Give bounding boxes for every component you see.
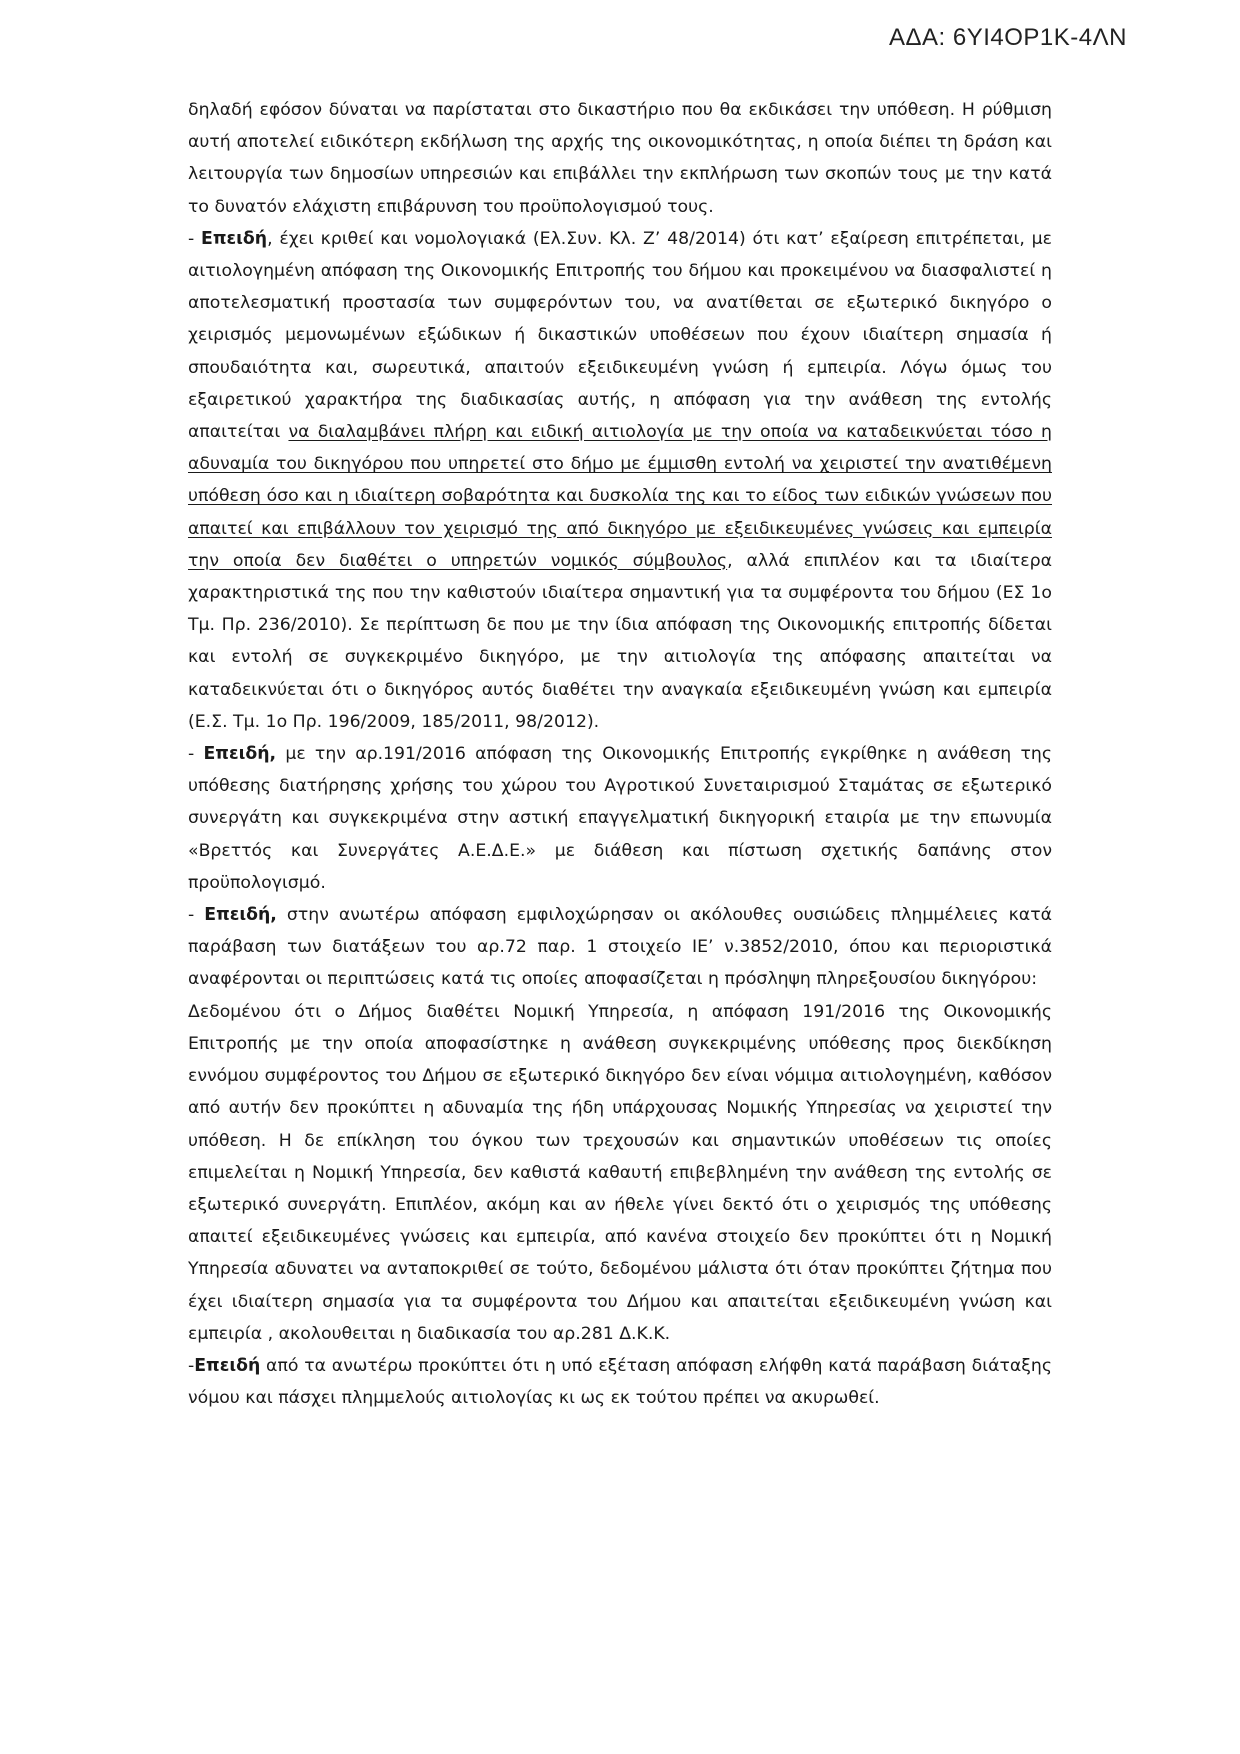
document-body [188,94,1052,1414]
paragraph-deficiencies [188,899,1052,996]
paragraph-text: με την αρ.191/2016 απόφαση της Οικονομικής Επιτροπής εγκρίθηκε η ανάθεση της υπόθεσης διατήρησης χρήσης του χώρου του Αγροτικού Συνεταιρισμού Σταμάτας σε εξωτερικό συνεργάτη και συγκεκριμένα στην αστική επαγγελματική δικηγορική εταιρία με την επωνυμία «Βρεττός και Συνεργάτες Α.Ε.Δ.Ε.» με διάθεση και πίστωση σχετικής δαπάνης στον προϋπολογισμό. [188,744,1052,893]
paragraph-text: από τα ανωτέρω προκύπτει ότι η υπό εξέταση απόφαση ελήφθη κατά παράβαση διάταξης νόμου και πάσχει πλημμελούς αιτιολογίας κι ως εκ τούτου πρέπει να ακυρωθεί. [188,1355,1052,1409]
paragraph-text: δηλαδή εφόσον δύναται να παρίσταται στο δικαστήριο που θα εκδικάσει την υπόθεση. Η ρύθμιση αυτή αποτελεί ειδικότερη εκδήλωση της αρχής της οικονομικότητας, η οποία διέπει τη δράση και λειτουργία των δημοσίων υπηρεσιών και επιβάλλει την εκπλήρωση των σκοπών τους με την κατά το δυνατόν ελάχιστη επιβάρυνση του προϋπολογισμού τους. [188,100,1052,217]
dash-marker: - [188,1355,195,1376]
underlined-requirement: να διαλαμβάνει πλήρη και ειδική αιτιολογία με την οποία να καταδεικνύεται τόσο η αδυναμία του δικηγόρου που υπηρετεί στο δήμο με έμμισθη εντολή να χειριστεί την ανατιθέμενη υπόθεση όσο και η ιδιαίτερη σοβαρότητα και δυσκολία της και το είδος των ειδικών γνώσεων που απαιτεί και επιβάλλουν τον χειρισμό της από δικηγόρο με εξειδικευμένες γνώσεις και εμπειρία την οποία δεν διαθέτει ο υπηρετών νομικός σύμβουλος [188,422,1053,571]
paragraph-text: στην ανωτέρω απόφαση εμφιλοχώρησαν οι ακόλουθες ουσιώδεις πλημμέλειες κατά παράβαση των διατάξεων του αρ.72 παρ. 1 στοιχείο ΙΕ’ ν.3852/2010, όπου και περιοριστικά αναφέρονται οι περιπτώσεις κατά τις οποίες αποφασίζεται η πρόσληψη πληρεξουσίου δικηγόρου: [188,905,1052,990]
dash-marker: - [188,905,205,926]
dash-marker: - [188,744,204,765]
lead-word: Επειδή [194,1355,261,1376]
paragraph-case-law [188,223,1052,738]
dash-marker: - [188,228,202,249]
lead-word: Επειδή [201,228,268,249]
lead-word: Επειδή, [203,744,277,765]
ada-code: ΑΔΑ: 6ΥΙ4ΟΡ1Κ-4ΛΝ [889,24,1127,51]
paragraph-conclusion [188,1350,1052,1414]
paragraph-decision-191 [188,738,1052,899]
paragraph-text: , έχει κριθεί και νομολογιακά (Ελ.Συν. Κλ. Ζ’ 48/2014) ότι κατ’ εξαίρεση επιτρέπεται, με αιτιολογημένη απόφαση της Οικονομικής Επιτροπής του δήμου και προκειμένου να διασφαλιστεί η αποτελεσματική προστασία των συμφερόντων του, να ανατίθεται σε εξωτερικό δικηγόρο ο χειρισμός μεμονωμένων εξώδικων ή δικαστικών υποθέσεων που έχουν ιδιαίτερη σημασία ή σπουδαιότητα και, σωρευτικά, απαιτούν εξειδικευμένη γνώση ή εμπειρία. Λόγω όμως του εξαιρετικού χαρακτήρα της διαδικασίας αυτής, η απόφαση για την ανάθεση της εντολής απαιτείται [188,228,1052,443]
lead-word: Επειδή, [204,905,277,926]
paragraph-economy-principle [188,94,1052,223]
paragraph-text: Δεδομένου ότι ο Δήμος διαθέτει Νομική Υπηρεσία, η απόφαση 191/2016 της Οικονομικής Επιτροπής με την οποία αποφασίστηκε η ανάθεση συγκεκριμένης υπόθεσης προς διεκδίκηση εννόμου συμφέροντος του Δήμου σε εξωτερικό δικηγόρο δεν είναι νόμιμα αιτιολογημένη, καθόσον από αυτήν δεν προκύπτει η αδυναμία της ήδη υπάρχουσας Νομικής Υπηρεσίας να χειριστεί την υπόθεση. Η δε επίκληση του όγκου των τρεχουσών και σημαντικών υποθέσεων τις οποίες επιμελείται η Νομική Υπηρεσία, δεν καθιστά καθαυτή επιβεβλημένη την ανάθεση της εντολής σε εξωτερικό συνεργάτη. Επιπλέον, ακόμη και αν ήθελε γίνει δεκτό ότι ο χειρισμός της υπόθεσης απαιτεί εξειδικευμένες γνώσεις και εμπειρία, από κανένα στοιχείο δεν προκύπτει ότι η Νομική Υπηρεσία αδυνατει να ανταποκριθεί σε τούτο, δεδομένου μάλιστα ότι όταν προκύπτει ζήτημα που έχει ιδιαίτερη σημασία για τα συμφέροντα του Δήμου και απαιτείται εξειδικευμένη γνώση και εμπειρία , ακολουθειται η διαδικασία του αρ.281 Δ.Κ.Κ. [188,1001,1052,1344]
paragraph-text: , αλλά επιπλέον και τα ιδιαίτερα χαρακτηριστικά της που την καθιστούν ιδιαίτερα σημαντική για τα συμφέροντα του δήμου (ΕΣ 1ο Τμ. Πρ. 236/2010). Σε περίπτωση δε που με την ίδια απόφαση της Οικονομικής επιτροπής δίδεται και εντολή σε συγκεκριμένο δικηγόρο, με την αιτιολογία της απόφασης απαιτείται να καταδεικνύεται ότι ο δικηγόρος αυτός διαθέτει την αναγκαία εξειδικευμένη γνώση και εμπειρία (Ε.Σ. Τμ. 1ο Πρ. 196/2009, 185/2011, 98/2012). [188,550,1052,732]
paragraph-legal-service [188,996,1052,1350]
